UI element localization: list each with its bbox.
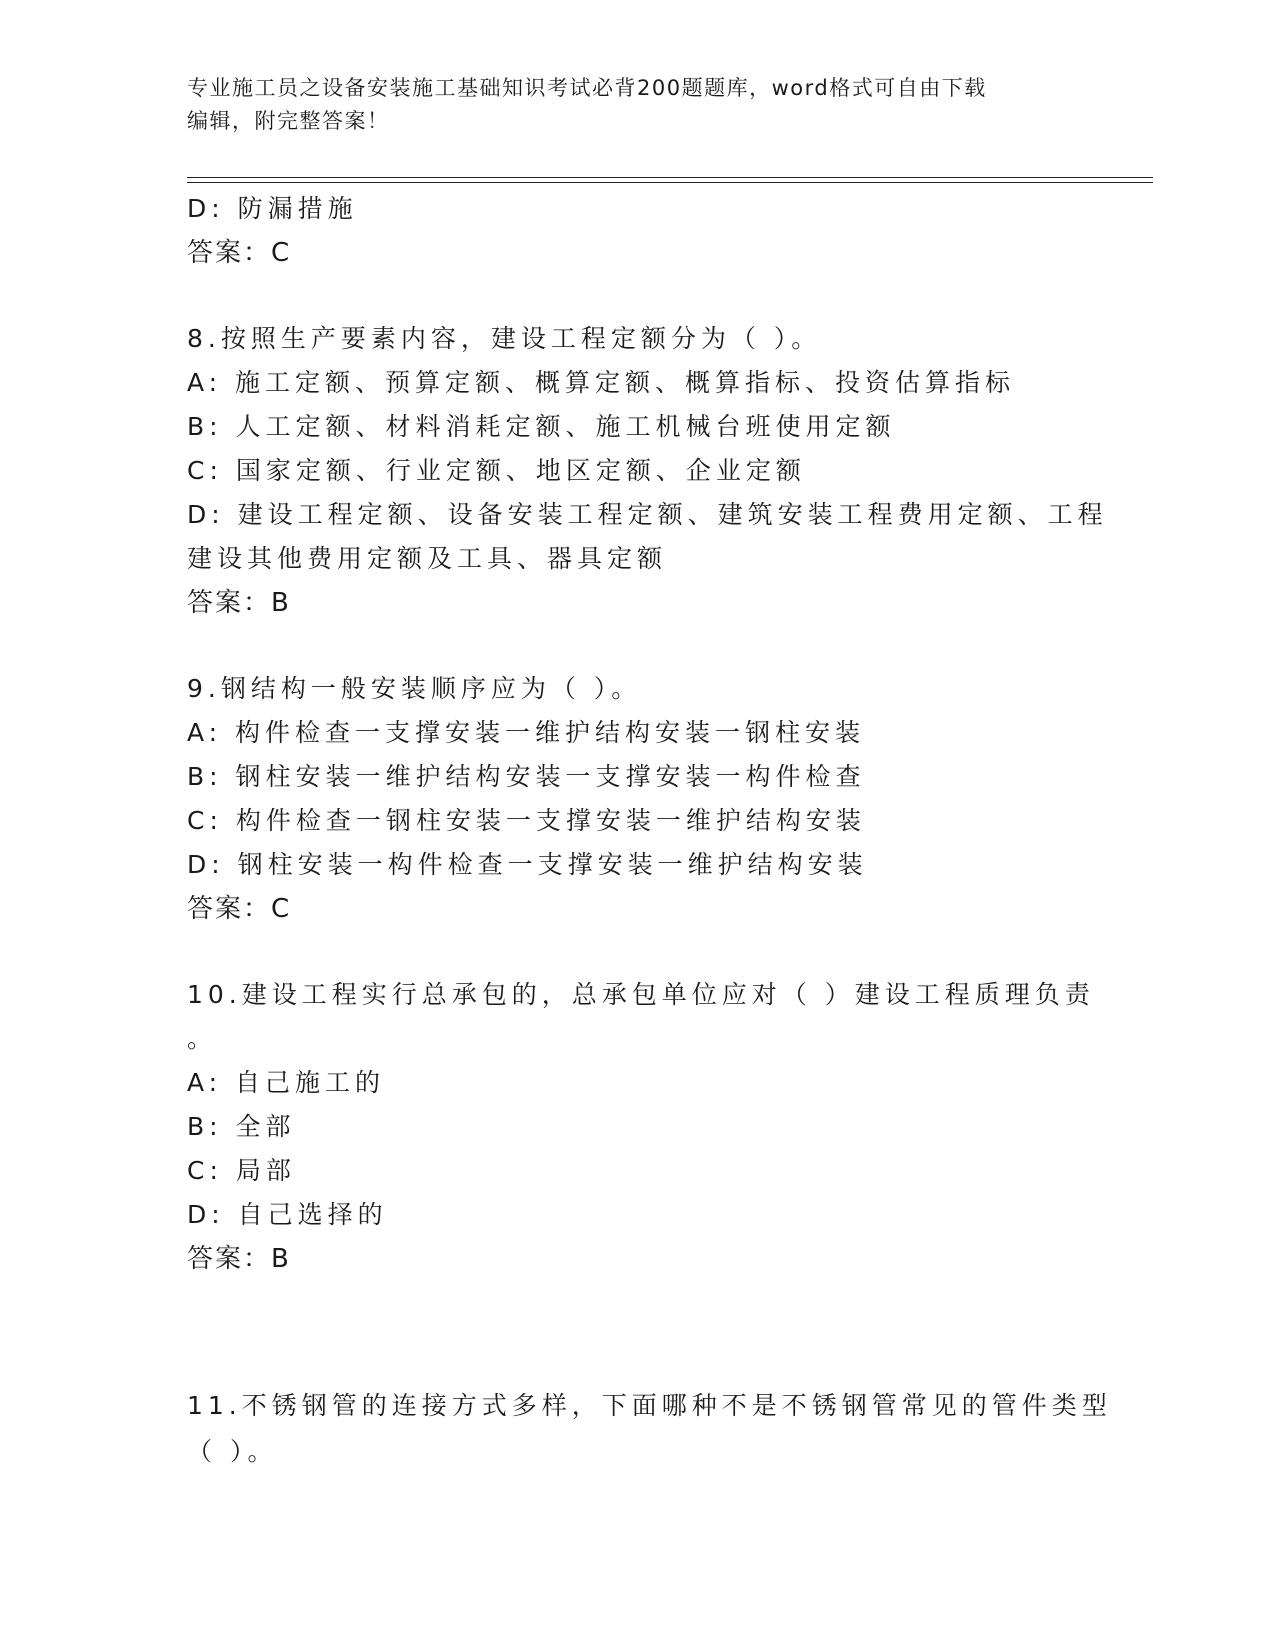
document-header (187, 72, 1087, 138)
q8-option-c: C: 国家定额、行业定额、地区定额、企业定额 (187, 456, 806, 485)
q11-question (187, 1383, 1112, 1475)
q11-question-line2: （ ）。 (187, 1437, 278, 1466)
q7-answer: 答案：C (187, 238, 292, 268)
q7-option-d: D: 防漏措施 (187, 194, 358, 223)
q9-question: 9.钢结构一般安装顺序应为（ ）。 (187, 674, 642, 703)
header-divider-top (187, 177, 1153, 178)
q10-answer: 答案：B (187, 1244, 291, 1274)
q10-option-b: B: 全部 (187, 1112, 296, 1141)
q10-option-a: A: 自己施工的 (187, 1068, 386, 1097)
q10-question-line2: 。 (187, 1024, 218, 1053)
q9-option-d: D: 钢柱安装一构件检查一支撑安装一维护结构安装 (187, 850, 868, 879)
header-title-line2: 编辑，附完整答案！ (187, 109, 390, 133)
q8-answer: 答案：B (187, 588, 291, 618)
q9-option-a: A: 构件检查一支撑安装一维护结构安装一钢柱安装 (187, 718, 866, 747)
q9-option-b: B: 钢柱安装一维护结构安装一支撑安装一构件检查 (187, 762, 866, 791)
q8-option-d-line2: 建设其他费用定额及工具、器具定额 (187, 544, 668, 573)
q10-option-d: D: 自己选择的 (187, 1200, 388, 1229)
q10-option-c: C: 局部 (187, 1156, 296, 1185)
q8-option-d-line1: D: 建设工程定额、设备安装工程定额、建筑安装工程费用定额、工程 (187, 500, 1108, 529)
q11-question-line1: 11.不锈钢管的连接方式多样，下面哪种不是不锈钢管常见的管件类型 (187, 1391, 1112, 1420)
q8-question: 8.按照生产要素内容，建设工程定额分为（ ）。 (187, 324, 822, 353)
q10-question-line1: 10.建设工程实行总承包的，总承包单位应对（ ）建设工程质理负责 (187, 980, 1095, 1009)
q8-option-a: A: 施工定额、预算定额、概算定额、概算指标、投资估算指标 (187, 368, 1016, 397)
q9-option-c: C: 构件检查一钢柱安装一支撑安装一维护结构安装 (187, 806, 866, 835)
header-divider-bottom (187, 182, 1153, 183)
q9-answer: 答案：C (187, 894, 292, 924)
q8-option-b: B: 人工定额、材料消耗定额、施工机械台班使用定额 (187, 412, 896, 441)
header-title-line1: 专业施工员之设备安装施工基础知识考试必背200题题库，word格式可自由下载 (187, 76, 987, 100)
